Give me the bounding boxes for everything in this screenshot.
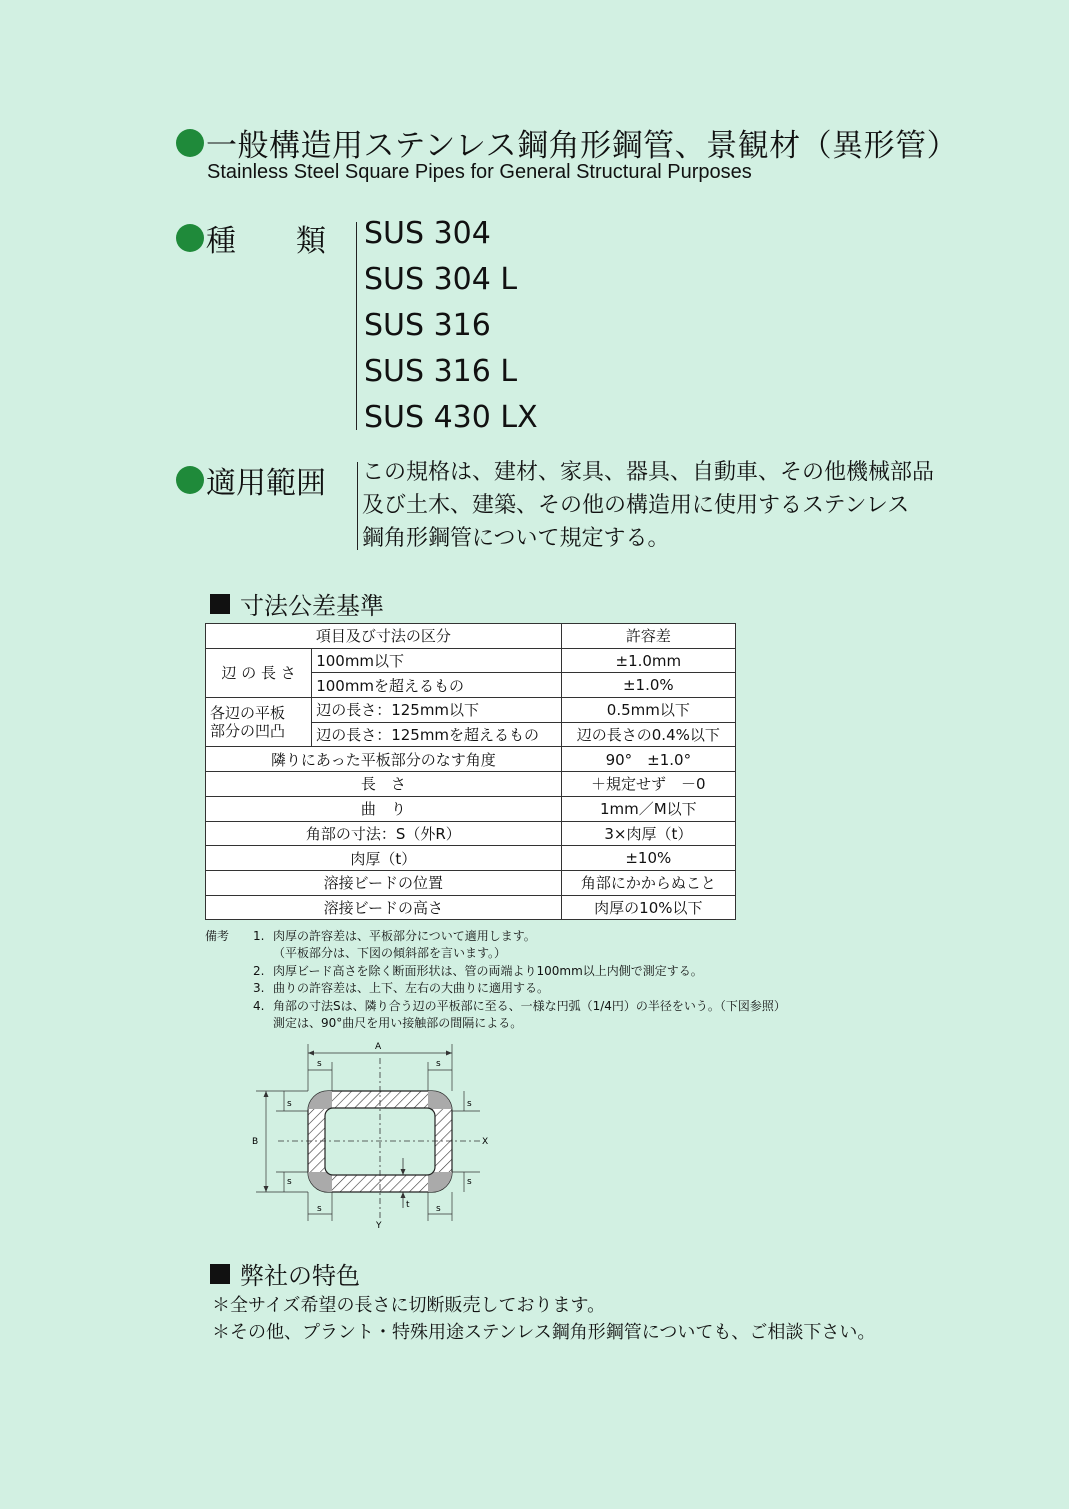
- scope-label: 適用範囲: [206, 466, 326, 501]
- type-item: SUS 316 L: [364, 354, 518, 389]
- table-cell: 辺の長さの0.4%以下: [561, 722, 735, 747]
- label-s: s: [287, 1177, 292, 1187]
- table-cell: ±1.0mm: [561, 648, 735, 673]
- notes: [205, 928, 786, 1032]
- table-row: [206, 648, 736, 673]
- table-cell: 1mm／M以下: [561, 796, 735, 821]
- features-heading: [210, 1256, 360, 1291]
- table-row: [206, 821, 736, 846]
- types-list: [364, 211, 538, 441]
- type-item: SUS 430 LX: [364, 400, 538, 435]
- type-item: SUS 304 L: [364, 262, 518, 297]
- table-row: [206, 870, 736, 895]
- table-cell: 角部の寸法：S（外R）: [206, 821, 562, 846]
- flatness-label-line: 部分の凹凸: [210, 722, 286, 741]
- note-text: 肉厚ビード高さを除く断面形状は、管の両端より100mm以上内側で測定する。: [273, 963, 703, 978]
- label-s: s: [317, 1204, 322, 1214]
- label-b: B: [252, 1137, 259, 1147]
- table-cell: [206, 698, 312, 747]
- table-cell: 肉厚（t）: [206, 846, 562, 871]
- label-a: A: [375, 1042, 382, 1052]
- table-cell: 隣りにあった平板部分のなす角度: [206, 747, 562, 772]
- table-row: [206, 846, 736, 871]
- note-line: [205, 980, 786, 997]
- table-cell: 辺の長さ：125mm以下: [312, 698, 561, 723]
- table-cell: 曲 り: [206, 796, 562, 821]
- corner-fill: [308, 1172, 332, 1192]
- page-title: [176, 120, 958, 165]
- table-cell: 100mmを超えるもの: [312, 673, 561, 698]
- feature-item: ＊全サイズ希望の長さに切断販売しております。: [212, 1295, 606, 1316]
- scope-line: 及び土木、建築、その他の構造用に使用するステンレス: [362, 493, 910, 518]
- features-list: [212, 1292, 875, 1346]
- tolerance-heading-label: 寸法公差基準: [240, 592, 384, 620]
- note-text: 角部の寸法Sは、隣り合う辺の平板部に至る、一様な円弧（1/4円）の半径をいう。（下図参照）: [273, 998, 786, 1013]
- scope-heading: [176, 458, 326, 502]
- table-cell: 3×肉厚（t）: [561, 821, 735, 846]
- note-text: （平板部分は、下図の傾斜部を言います。）: [273, 946, 507, 961]
- note-line: [205, 1015, 786, 1032]
- table-row: [206, 747, 736, 772]
- note-num: 3.: [253, 981, 265, 996]
- label-s: s: [317, 1059, 322, 1069]
- scope-text: [362, 456, 962, 555]
- note-line: [205, 928, 786, 945]
- types-label: 種 類: [206, 224, 326, 259]
- table-cell: 肉厚の10%以下: [561, 895, 735, 920]
- table-cell: 溶接ビードの高さ: [206, 895, 562, 920]
- table-cell: 100mm以下: [312, 648, 561, 673]
- label-s: s: [287, 1099, 292, 1109]
- table-row: [206, 772, 736, 797]
- table-header: 項目及び寸法の区分: [206, 624, 562, 649]
- table-cell: 辺 の 長 さ: [206, 648, 312, 697]
- label-y: Y: [376, 1221, 382, 1231]
- note-text: 曲りの許容差は、上下、左右の大曲りに適用する。: [273, 981, 550, 996]
- corner-fill: [428, 1091, 452, 1111]
- label-t: t: [406, 1200, 410, 1210]
- corner-fill: [308, 1091, 332, 1111]
- table-cell: ±1.0%: [561, 673, 735, 698]
- note-line: [205, 945, 786, 962]
- table-cell: 角部にかからぬこと: [561, 870, 735, 895]
- table-row: [206, 895, 736, 920]
- table-row: [206, 796, 736, 821]
- title-jp: 一般構造用ステンレス鋼角形鋼管、景観材（異形管）: [206, 128, 959, 164]
- bullet-icon: [176, 129, 204, 157]
- feature-item: ＊その他、プラント・特殊用途ステンレス鋼角形鋼管についても、ご相談下さい。: [212, 1322, 876, 1343]
- features-heading-label: 弊社の特色: [240, 1262, 360, 1290]
- note-num: 1.: [253, 929, 265, 943]
- note-text: 測定は、90°曲尺を用い接触部の間隔による。: [273, 1016, 523, 1031]
- tolerance-table: [205, 623, 736, 920]
- table-cell: 長 さ: [206, 772, 562, 797]
- table-row: [206, 698, 736, 723]
- label-s: s: [467, 1177, 472, 1187]
- note-line: [205, 963, 786, 980]
- title-en: Stainless Steel Square Pipes for General Structural Purposes: [207, 161, 752, 183]
- note-line: [205, 998, 786, 1015]
- table-cell: 辺の長さ：125mmを超えるもの: [312, 722, 561, 747]
- notes-label: 備考: [205, 929, 230, 943]
- bullet-icon: [176, 224, 204, 252]
- note-num: 2.: [253, 963, 265, 978]
- square-bullet-icon: [210, 594, 230, 614]
- note-text: 肉厚の許容差は、平板部分について適用します。: [273, 929, 536, 943]
- table-cell: ±10%: [561, 846, 735, 871]
- label-s: s: [436, 1204, 441, 1214]
- label-s: s: [467, 1099, 472, 1109]
- cross-section-diagram: [248, 1036, 508, 1232]
- corner-fill: [428, 1172, 452, 1192]
- label-s: s: [436, 1059, 441, 1069]
- bullet-icon: [176, 466, 204, 494]
- note-num: 4.: [253, 998, 265, 1013]
- scope-line: 鋼角形鋼管について規定する。: [362, 526, 670, 551]
- table-cell: 0.5mm以下: [561, 698, 735, 723]
- tolerance-heading: [210, 586, 384, 621]
- divider: [357, 462, 358, 550]
- table-header: 許容差: [561, 624, 735, 649]
- divider: [356, 222, 357, 430]
- type-item: SUS 316: [364, 308, 491, 343]
- label-x: X: [482, 1137, 489, 1147]
- table-cell: 溶接ビードの位置: [206, 870, 562, 895]
- scope-line: この規格は、建材、家具、器具、自動車、その他機械部品: [362, 460, 935, 485]
- type-item: SUS 304: [364, 216, 491, 251]
- flatness-label-line: 各辺の平板: [210, 704, 286, 723]
- square-bullet-icon: [210, 1264, 230, 1284]
- table-cell: 90° ±1.0°: [561, 747, 735, 772]
- table-header-row: [206, 624, 736, 649]
- types-heading: [176, 216, 326, 260]
- table-cell: ＋規定せず －0: [561, 772, 735, 797]
